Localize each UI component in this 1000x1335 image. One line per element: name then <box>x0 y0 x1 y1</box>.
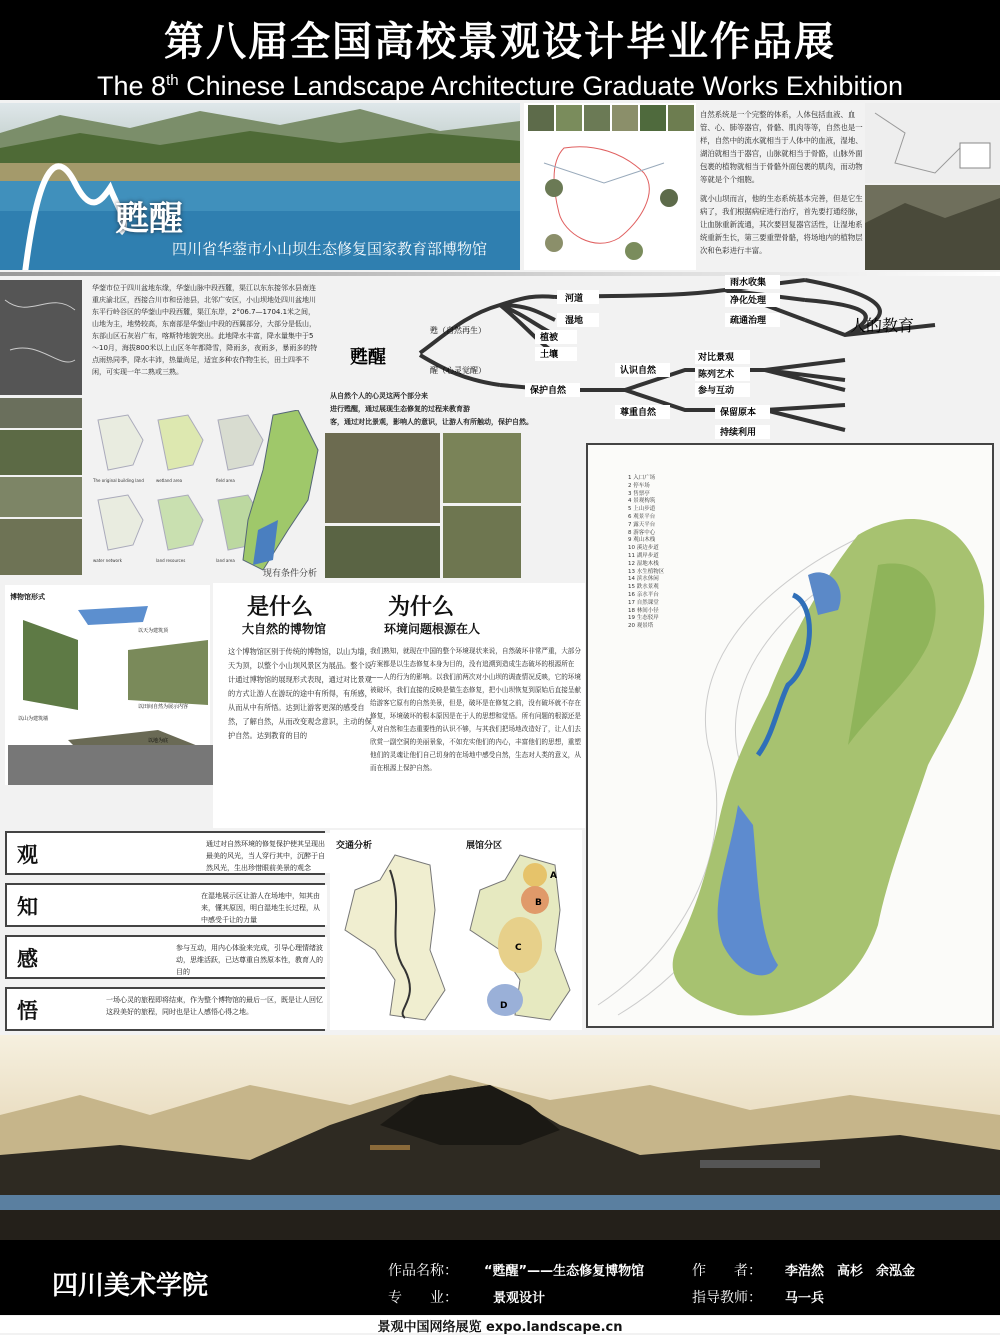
tree-note-1: 从自然个人的心灵这两个部分来 <box>330 392 428 400</box>
sense-text-3: 参与互动，用内心体验来完成，引导心理情绪波动，思维活跃，已达尊重自然原本性，教育人的目的 <box>172 937 327 977</box>
sense-key-4: 悟 <box>17 999 38 1023</box>
tree-goal: 人的教育 <box>850 316 915 335</box>
tree-note-2: 进行甦醒，通过展现生态修复的过程来教育游 <box>330 405 470 413</box>
plan-legend-item-14: 14 滨水休闲 <box>628 576 659 583</box>
school-name: 四川美术学院 <box>52 1271 209 1301</box>
tree-a-right-3: 疏通治理 <box>730 316 767 326</box>
map-label-4: water network <box>93 558 122 563</box>
site-map-caption: 现有条件分析 <box>263 569 318 579</box>
zone-label-c: C <box>515 943 522 953</box>
what-text: 这个博物馆区别于传统的博物馆，以山为墙，天为顶，以整个小山坝风景区为展品。整个设计通过博物馆的展现形式表现，通过对比景观的方式让游人在游玩的途中有所得，有所感，从而从中有所悟。达到让游客更深的感受自然，了解自然，从而改变观念意识，主动的保护自然。达到教育的目的 <box>228 647 372 740</box>
what-subtitle: 大自然的博物馆 <box>242 622 327 636</box>
region-map-photo <box>865 103 1000 270</box>
tree-b-right-1: 对比景观 <box>698 353 735 363</box>
tree-b-mid-2: 尊重自然 <box>620 408 657 418</box>
map-label-2: wetland area <box>156 478 183 483</box>
site-footer-link[interactable]: 景观中国网络展览 expo.landscape.cn <box>0 1316 1000 1333</box>
why-subtitle: 环境问题根源在人 <box>384 622 481 636</box>
traffic-analysis-title: 交通分析 <box>336 841 373 851</box>
tree-a-right-2: 净化处理 <box>730 296 767 306</box>
author-names: 李浩然 高杉 余泓金 <box>785 1264 916 1279</box>
intro-paragraph-2: 就小山坝而言，他的生态系统基本完善，但是它生病了，我们根据病症进行治疗，首先要打通经脉，让血脉重新流通，其次要回复器官活性，让湿地系统重新生长，第三要重塑骨骼，将场地内的植物层次和色彩进行丰富。 <box>700 194 863 255</box>
tree-b-right-4: 保留原本 <box>720 408 757 418</box>
plan-legend-item-16: 16 亲水平台 <box>628 591 659 598</box>
plan-legend-item-6: 6 观景平台 <box>628 513 656 520</box>
plan-legend-item-12: 12 湿地木栈 <box>628 560 659 567</box>
sense-box-feel <box>5 935 325 979</box>
museum-label-3: 以田间自然为展示内容 <box>138 704 189 710</box>
plan-legend-item-10: 10 溪边步道 <box>628 545 659 552</box>
exhibition-title-cn: 第八届全国高校景观设计毕业作品展 <box>164 19 836 65</box>
field-photos <box>325 433 580 578</box>
tree-branch-b: 醒（心灵觉醒） <box>430 366 486 375</box>
why-text: 我们熟知，就现在中国的整个环境现状来说，自然破坏非常严重，大部分方案都是以生态修复本身为目的，没有追溯到造成生态破坏的根源所在——人的行为的影响。以我们前两次对小山坝的调查情况反映，它的环境被破坏，我们直接的反映是做生态修复，把小山坝恢复到原始后直接呈献给游客它原有的自然美景，但是，破坏是在修复之前，没有破坏就不存在修复，环境破坏的根本原因是在于人的思想和觉悟。所有问题的根源还是人对自然和生态重要性的认识不够，与其我们把场地改造好了，让人们去欣赏一副空洞的美丽景象，不如充实他们的内心，丰富他们的思想，重塑他们的灵魂让他们自己切身的在场地中感受自然，生态对人类的意义，从而在根源上保护自然。 <box>370 647 581 772</box>
tree-a-right-1: 雨水收集 <box>730 278 767 288</box>
sense-key-3: 感 <box>17 947 38 971</box>
sense-box-know <box>5 883 325 927</box>
museum-form-diagram <box>8 600 213 785</box>
sense-key-1: 观 <box>17 843 38 867</box>
tree-b-right-5: 持续利用 <box>720 428 757 438</box>
tree-b-right-3: 参与互动 <box>698 386 735 396</box>
intro-text <box>700 108 865 257</box>
plan-legend-item-1: 1 入口广场 <box>628 475 656 481</box>
plan-legend-item-5: 5 上山步道 <box>628 506 656 513</box>
tree-note-3: 客，通过对比景观，影响人的意识，让游人有所触动，保护自然。 <box>330 418 533 426</box>
plan-legend <box>628 475 748 631</box>
plan-legend-item-13: 13 水生植物区 <box>628 568 665 575</box>
work-name: “甦醒”——生态修复博物馆 <box>484 1264 645 1279</box>
tree-a-item-3: 植被 <box>540 333 559 343</box>
plan-legend-item-19: 19 生态驳岸 <box>628 615 659 622</box>
sense-text-4: 一场心灵的旅程即将结束，作为整个博物馆的最后一区，既是让人回忆这段美好的旅程，同时也是让人感悟心得之地。 <box>102 989 327 1029</box>
map-label-6: land area <box>216 558 235 563</box>
zone-label-b: B <box>535 898 542 908</box>
sense-key-2: 知 <box>17 895 38 919</box>
title-en-pre: The 8 <box>97 71 167 101</box>
mentor-label: 指导教师： <box>692 1290 762 1306</box>
what-title: 是什么 <box>247 595 314 620</box>
sense-text-1: 通过对自然环境的修复保护使其呈现出最美的风光，当人穿行其中，沉醉于自然风光，生出珍惜眼前美景的观念 <box>202 833 332 873</box>
site-photo-column <box>0 280 82 575</box>
mentor-name: 马一兵 <box>785 1291 825 1306</box>
tree-b-mid-1: 认识自然 <box>620 366 657 376</box>
museum-label-4: 以地为底 <box>148 738 169 744</box>
plan-legend-item-8: 8 游客中心 <box>628 529 656 536</box>
author-label: 作 者： <box>692 1263 762 1279</box>
plan-legend-item-9: 9 观山木栈 <box>628 537 656 544</box>
museum-label-1: 以天为建筑顶 <box>138 628 169 634</box>
plan-legend-item-20: 20 观景塔 <box>628 623 654 630</box>
site-condition-maps <box>88 410 323 580</box>
plan-legend-item-17: 17 自然课堂 <box>628 599 659 606</box>
major-name: 景观设计 <box>493 1291 546 1306</box>
map-label-1: The original building land <box>93 478 144 483</box>
sense-box-realize <box>5 987 325 1031</box>
museum-label-2: 以山为建筑墙 <box>18 716 49 722</box>
project-title: 甦醒 <box>115 199 183 239</box>
tree-b-item-1: 保护自然 <box>530 386 567 396</box>
tree-note <box>330 390 560 429</box>
zone-label-a: A <box>550 871 557 881</box>
museum-form-title: 博物馆形式 <box>10 593 45 601</box>
tree-a-item-1: 河道 <box>565 294 584 304</box>
tree-a-item-4: 土壤 <box>540 350 559 360</box>
intro-paragraph-1: 自然系统是一个完整的体系，人体包括血液、血管、心、肺等器官，骨骼、肌肉等等，自然也是一样，自然中的流水就相当于人体中的血液，湿地、湖泊就相当于器官，山脉就相当于骨骼，山脉外面包裹的植物就相当于骨骼外面包裹的肌肉，而动物等就是个个细胞。 <box>700 110 863 184</box>
tree-branch-a: 甦（自然再生） <box>430 326 486 335</box>
map-label-5: land resources <box>156 558 186 563</box>
work-label: 作品名称： <box>388 1263 458 1279</box>
plan-legend-item-3: 3 售票亭 <box>628 490 650 497</box>
plan-legend-item-18: 18 林间小径 <box>628 607 659 614</box>
exhibition-title-en <box>0 71 1000 102</box>
exhibition-header <box>0 0 1000 100</box>
title-en-sup: th <box>166 72 179 89</box>
plan-legend-item-15: 15 跌水景观 <box>628 584 659 591</box>
plan-legend-item-7: 7 露天平台 <box>628 521 656 528</box>
sense-box-see <box>5 831 325 875</box>
project-subtitle: 四川省华蓥市小山坝生态修复国家教育部博物馆 <box>172 240 488 258</box>
map-label-3: field area <box>216 478 235 483</box>
site-photos-map <box>524 103 696 270</box>
analysis-maps <box>335 850 580 1025</box>
tree-root: 甦醒 <box>350 347 386 368</box>
plan-legend-item-2: 2 停车场 <box>628 482 650 489</box>
title-en-post: Chinese Landscape Architecture Graduate Works Exhibition <box>178 71 903 101</box>
zone-label-d: D <box>500 1001 508 1011</box>
plan-legend-item-11: 11 湖岸步道 <box>628 552 659 559</box>
master-plan <box>586 443 994 1028</box>
tree-a-item-2: 湿地 <box>565 316 584 326</box>
zone-analysis-title: 展馆分区 <box>466 841 503 851</box>
why-title: 为什么 <box>388 595 455 620</box>
footer-bar <box>0 1240 1000 1315</box>
section-elevation <box>0 1035 1000 1240</box>
sense-text-2: 在湿地展示区让游人在场地中，知其由来，懂其原因，明白湿地生长过程，从中感受千让的力量 <box>197 885 327 925</box>
tree-b-right-2: 陈列艺术 <box>698 370 735 380</box>
site-description: 华蓥市位于四川盆地东缘，华蓥山脉中段西麓，渠江以东东接邻水县南连重庆渝北区，西接合川市和岳池县，北邻广安区，小山坝地处四川盆地川东平行岭谷区的华蓥山中段西麓，渠江东岸，2°06.7—1704.1米之间，山地为主，地势较高，东南部是华蓥山中段的西翼部分，大部分是低山，东部山区石灰岩广布，喀斯特地貌突出。此地降水丰富，降水量集中于5～10月，海拔800米以上山区冬年都降雪，降雨多，夜雨多，暴雨多的特点雨热同季，降水丰沛，热量尚足，适宜多种农作物生长，田土四季不闲，可实现一年二熟或三熟。 <box>92 284 318 376</box>
plan-legend-item-4: 4 景观构筑 <box>628 498 656 505</box>
major-label: 专 业： <box>388 1290 458 1306</box>
